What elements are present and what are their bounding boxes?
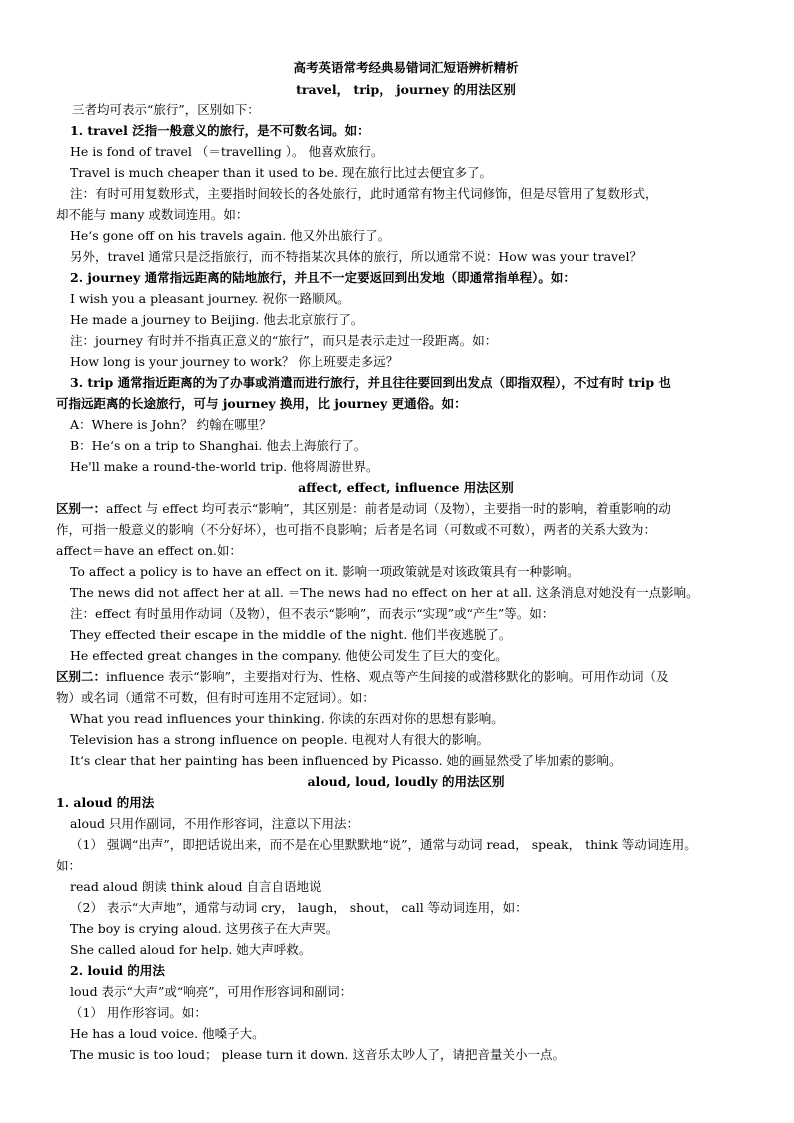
- example-line: I wish you a pleasant journey. 祝你一路顺风。: [70, 291, 350, 306]
- example-line: The music is too loud； please turn it down. 这音乐太吵人了，请把音量关小一点。: [70, 1047, 565, 1062]
- paragraph-line: （1） 用作形容词。如：: [70, 1005, 207, 1020]
- note-line: 却不能与 many 或数词连用。如：: [56, 207, 249, 222]
- example-line: He'll make a round-the-world trip. 他将周游世界。: [70, 459, 379, 474]
- example-line: Travel is much cheaper than it used to be. 现在旅行比过去便宜多了。: [70, 165, 493, 180]
- rule-heading: 可指远距离的长途旅行，可与 journey 换用，比 journey 更通俗。如：: [56, 396, 467, 411]
- example-line: They effected their escape in the middle of the night. 他们半夜逃脱了。: [70, 627, 512, 642]
- example-line: He has a loud voice. 他嗓子大。: [70, 1026, 265, 1041]
- note-line: 另外，travel 通常只是泛指旅行，而不特指某次具体的旅行，所以通常不说：How was your travel？: [70, 249, 643, 264]
- note-line: 注：有时可用复数形式，主要指时间较长的各处旅行，此时通常有物主代词修饰，但是尽管用了复数形式，: [70, 186, 658, 201]
- example-line: read aloud 朗读 think aloud 自言自语地说: [70, 879, 322, 894]
- example-line: Television has a strong influence on people. 电视对人有很大的影响。: [70, 732, 490, 747]
- rule-heading: 3. trip 通常指近距离的为了办事或消遣而进行旅行，并且往往要回到出发点（即指双程），不过有时 trip 也: [70, 375, 671, 390]
- example-line: She called aloud for help. 她大声呼救。: [70, 942, 312, 957]
- paragraph-line: loud 表示“大声”或“响亮”，可用作形容词和副词：: [70, 984, 353, 999]
- section-heading-aloud: aloud, loud, loudly 的用法区别: [307, 774, 505, 789]
- paragraph-line: 如：: [56, 858, 82, 873]
- paragraph-line: aloud 只用作副词，不用作形容词，注意以下用法：: [70, 816, 360, 831]
- distinction-lead: 区别一：: [56, 501, 107, 516]
- rule-heading: 2. journey 通常指远距离的陆地旅行，并且不一定要返回到出发地（即通常指单程）。如：: [70, 270, 576, 285]
- note-line: 注：effect 有时虽用作动词（及物），但不表示“影响”，而表示“实现”或“产生”等。如：: [70, 606, 555, 621]
- document-title: 高考英语常考经典易错词汇短语辨析精析: [293, 60, 519, 75]
- example-line: What you read influences your thinking. 你读的东西对你的思想有影响。: [70, 711, 504, 726]
- section-heading-travel: travel， trip， journey 的用法区别: [296, 82, 516, 97]
- example-line: How long is your journey to work？ 你上班要走多远？: [70, 354, 399, 369]
- paragraph-line: （2） 表示“大声地”，通常与动词 cry， laugh， shout， call 等动词连用，如：: [70, 900, 528, 915]
- paragraph-line: 三者均可表示“旅行”，区别如下：: [72, 102, 260, 117]
- example-line: He effected great changes in the company. 他使公司发生了巨大的变化。: [70, 648, 508, 663]
- distinction-lead: 区别二：: [56, 669, 107, 684]
- paragraph-line: 区别一：affect 与 effect 均可表示“影响”，其区别是：前者是动词（及物），主要指一时的影响，着重影响的动: [56, 501, 671, 516]
- rule-heading: 1. aloud 的用法: [56, 795, 155, 810]
- paragraph-line: 区别二：influence 表示“影响”，主要指对行为、性格、观点等产生间接的或潜移默化的影响。可用作动词（及: [56, 669, 669, 684]
- note-line: 注：journey 有时并不指真正意义的“旅行”，而只是表示走过一段距离。如：: [70, 333, 498, 348]
- paragraph-line: affect＝have an effect on.如：: [56, 543, 242, 558]
- example-line: A：Where is John？ 约翰在哪里？: [70, 417, 272, 432]
- paragraph-line: 物）或名词（通常不可数，但有时可连用不定冠词）。如：: [56, 690, 375, 705]
- example-line: He made a journey to Beijing. 他去北京旅行了。: [70, 312, 364, 327]
- example-line: B：He‘s on a trip to Shanghai. 他去上海旅行了。: [70, 438, 367, 453]
- rule-heading: 1. travel 泛指一般意义的旅行，是不可数名词。如：: [70, 123, 370, 138]
- example-line: He‘s gone off on his travels again. 他又外出旅行了。: [70, 228, 391, 243]
- example-line: To affect a policy is to have an effect on it. 影响一项政策就是对该政策具有一种影响。: [70, 564, 580, 579]
- paragraph-line: 作，可指一般意义的影响（不分好坏），也可指不良影响；后者是名词（可数或不可数），两者的关系大致为：: [56, 522, 657, 537]
- example-line: It‘s clear that her painting has been influenced by Picasso. 她的画显然受了毕加索的影响。: [70, 753, 622, 768]
- paragraph-line: （1） 强调“出声”，即把话说出来，而不是在心里默默地“说”，通常与动词 read， speak， think 等动词连用。: [70, 837, 697, 852]
- example-line: The boy is crying aloud. 这男孩子在大声哭。: [70, 921, 339, 936]
- example-line: He is fond of travel （＝travelling ）。 他喜欢旅行。: [70, 144, 384, 159]
- example-line: The news did not affect her at all. ＝The news had no effect on her at all. 这条消息对她没有一点影响。: [70, 585, 699, 600]
- section-heading-affect: affect, effect, influence 用法区别: [298, 480, 514, 495]
- rule-heading: 2. louid 的用法: [70, 963, 165, 978]
